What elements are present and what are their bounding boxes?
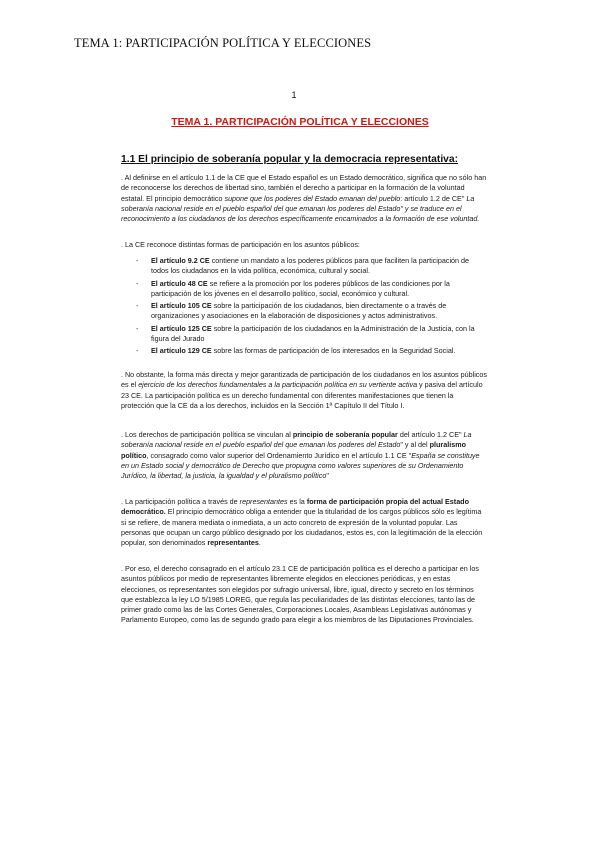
paragraph-fundamental-rights: . No obstante, la forma más directa y mejor garantizada de participación de los ciudadanos en los asuntos públicos es el ejercicio de los derechos fundamentales a la participación política en su vertiente activa y pasiva del artículo 23 CE. La participación política es un derecho fundamental con diferentes manifestaciones que tienen la protección que la CE da a los derechos, incluidos en la Sección 1ª Capítulo II del Título I. [121,370,487,410]
bullet-icon: - [136,278,139,288]
running-header: TEMA 1: PARTICIPACIÓN POLÍTICA Y ELECCIONES [74,36,372,50]
list-item: - El artículo 125 CE sobre la participación de los ciudadanos en la Administración de la Justicia, con la figura del Jurado [136,323,475,344]
section-heading: 1.1 El principio de soberanía popular y la democracia representativa: [121,154,459,165]
bullet-icon: - [136,301,139,311]
bullet-icon: - [136,256,139,265]
list-item: - El artículo 48 CE se refiere a la promoción por los poderes públicos de las condiciones por la participación de los jóvenes en el desarrollo político, social, económico y cultural. [136,278,450,298]
paragraph-article-23: . Por eso, el derecho consagrado en el artículo 23.1 CE de participación política es el derecho a participar en los asuntos públicos por medio de representantes libremente elegidos en elecciones periódicas, y en estas elecciones, os representantes son elegidos por sufragio universal, libre, igual, directo y secreto en los términos que establezca la ley LO 5/1985 LOREG, que regula las peculiaridades de las distintas elecciones, tanto las de primer grado como las de las Cortes Generales, Corporaciones Locales, Asambleas Legislativas autónomas y Parlamento Europeo, como las de segundo grado para elegir a los miembros de las Diputaciones Provinciales. [121,564,479,625]
bullet-icon: - [136,346,139,356]
paragraph-representatives: . La participación política a través de representantes es la forma de participación propia del actual Estado democrático. El principio democrático obliga a entender que la titularidad de los cargos públicos sólo es legítima si se refiere, de manera mediata o inmediata, a un acto concreto de expresión de la voluntad popular. Las personas que ocupan un cargo público designado por los ciudadanos, estos es, con la legitimación de la elección popular, son denominados representantes. [121,497,483,548]
paragraph-participation-forms: . La CE reconoce distintas formas de participación en los asuntos públicos: [121,240,360,249]
list-item: - El artículo 9.2 CE contiene un mandato a los poderes públicos para que faciliten la participación de todos los ciudadanos en la vida política, económica, cultural y social. [136,256,470,276]
paragraph-sovereignty: . Al definirse en el artículo 1.1 de la CE que el Estado español es un Estado democrático, significa que no sólo han de reconocerse los derechos de libertad sino, también el derecho a participar en la formación de la voluntad estatal. El principio democrático supone que los poderes del Estado emanan del pueblo: artículo 1.2 de CE" La soberanía nacional reside en el pueblo español del que emanan los poderes del Estado" y se traduce en el reconocimiento a los ciudadanos de los derechos específicamente encaminados a la formación de ese voluntad. [121,173,487,224]
bullet-icon: - [136,323,139,333]
paragraph-popular-sovereignty: . Los derechos de participación política se vinculan al principio de soberanía popular del artículo 1.2 CE" La soberanía nacional reside en el pueblo español del que emanan los poderes del Estado" y al del pluralismo político, consagrado como valor superior del Ordenamiento Jurídico en el artículo 1.1 CE "España se constituye en un Estado social y democrático de Derecho que propugna como valores superiores de su Ordenamiento Jurídico, la libertad, la justicia, la igualdad y el pluralismo político" [121,430,480,481]
page-number: 1 [291,90,297,100]
list-item: - El artículo 105 CE sobre la participación de los ciudadanos, bien directamente o a través de organizaciones y asociaciones en la elaboración de disposiciones y actos administrativos. [136,301,447,321]
document-title: TEMA 1. PARTICIPACIÓN POLÍTICA Y ELECCIONES [171,116,429,128]
list-item: - El artículo 129 CE sobre las formas de participación de los interesados en la Seguridad Social. [136,346,456,356]
participation-articles-list [121,256,487,359]
